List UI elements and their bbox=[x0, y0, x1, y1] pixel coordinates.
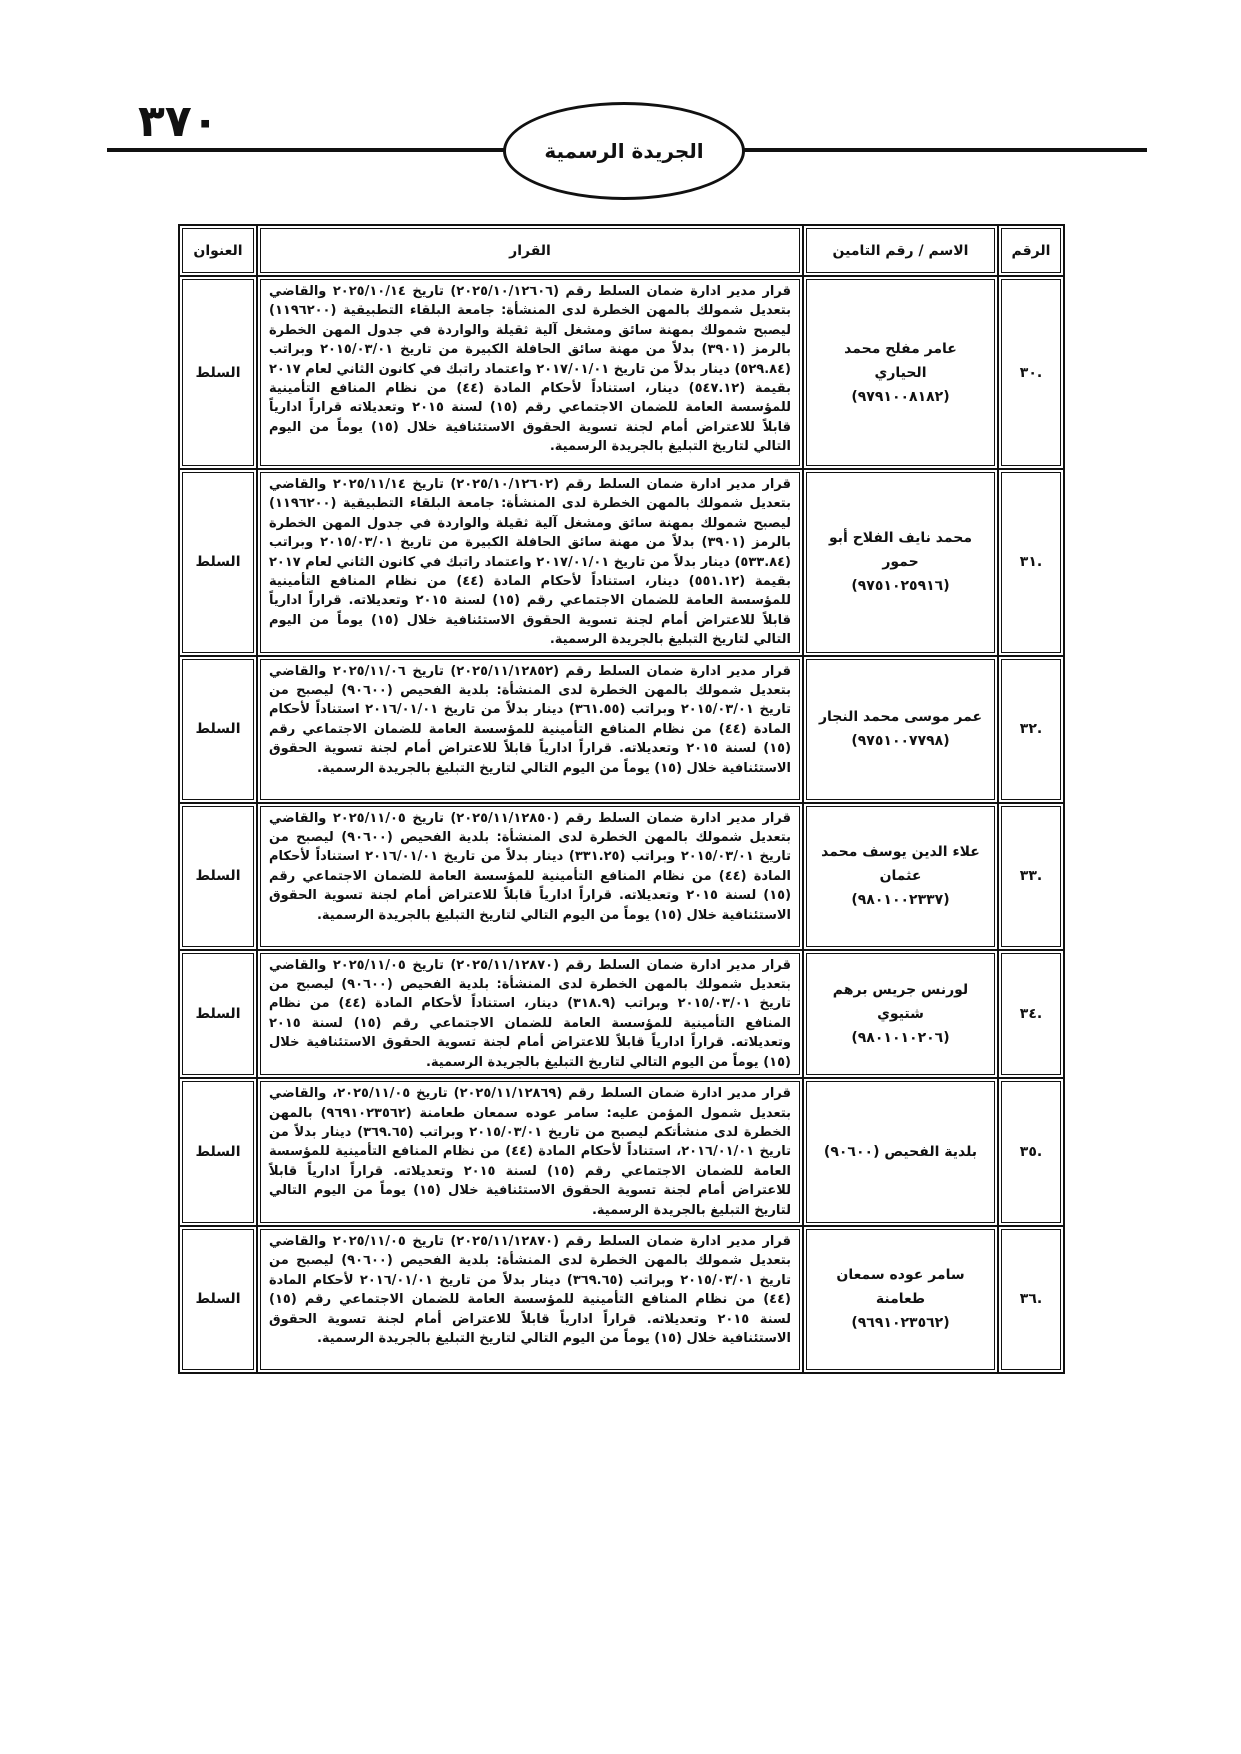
row-decision: قرار مدير ادارة ضمان السلط رقم (٢٠٢٥/١٠/١٢٦٠٦) تاريخ ٢٠٢٥/١٠/١٤ والقاضي بتعديل شمولك بالمهن الخطرة لدى المنشأة: جامعة البلقاء التطبيقية (١١٩٦٢٠٠) ليصبح شمولك بمهنة سائق ومشغل آلية ثقيلة والواردة في جدول المهن الخطرة بالرمز (٣٩٠١) بدلاً من مهنة سائق الحافلة الكبيرة من تاريخ ٢٠١٥/٠٣/٠١ وبراتب (٥٢٩.٨٤) دينار بدلاً من تاريخ ٢٠١٧/٠١/٠١ واعتماد راتبك في كانون الثاني لعام ٢٠١٧ بقيمة (٥٤٧.١٢) دينار، استناداً لأحكام المادة (٤٤) من نظام المنافع التأمينية للمؤسسة العامة للضمان الاجتماعي رقم (١٥) لسنة ٢٠١٥ وتعديلاته قراراً ادارياً قابلاً للاعتراض أمام لجنة تسوية الحقوق الاستئنافية خلال (١٥) يوماً من اليوم التالي لتاريخ التبليغ بالجريدة الرسمية. bbox=[257, 276, 803, 469]
row-address: السلط bbox=[179, 276, 257, 469]
row-name: سامر عوده سمعان طعامنة bbox=[836, 1267, 965, 1308]
row-number: .٣٦ bbox=[998, 1226, 1064, 1373]
gazette-title: الجريدة الرسمية bbox=[544, 139, 704, 163]
row-number: .٣٢ bbox=[998, 656, 1064, 803]
row-name: محمد نايف الفلاح أبو حمور bbox=[829, 530, 972, 571]
table-row bbox=[179, 1226, 1064, 1373]
table-header-row bbox=[179, 225, 1064, 276]
table-row bbox=[179, 469, 1064, 656]
row-address: السلط bbox=[179, 656, 257, 803]
row-number: .٣٣ bbox=[998, 803, 1064, 950]
row-address: السلط bbox=[179, 469, 257, 656]
row-name-cell bbox=[803, 276, 998, 469]
decisions-table bbox=[178, 224, 1065, 1374]
row-address: السلط bbox=[179, 950, 257, 1078]
table-row bbox=[179, 656, 1064, 803]
row-insurance-number: (٩٨٠١٠٠٢٣٣٧) bbox=[851, 892, 950, 909]
row-insurance-number: (٩٧٩١٠٠٨١٨٢) bbox=[851, 388, 950, 405]
header-name: الاسم / رقم التامين bbox=[803, 225, 998, 276]
row-name: علاء الدين يوسف محمد عثمان bbox=[821, 844, 980, 885]
row-name: عامر مفلح محمد الحياري bbox=[844, 340, 957, 381]
row-name-cell bbox=[803, 656, 998, 803]
row-name: بلدية الفحيص (٩٠٦٠٠) bbox=[823, 1144, 978, 1161]
row-address: السلط bbox=[179, 1226, 257, 1373]
row-insurance-number: (٩٧٥١٠٢٥٩١٦) bbox=[851, 578, 950, 595]
row-decision: قرار مدير ادارة ضمان السلط رقم (٢٠٢٥/١١/١٢٨٧٠) تاريخ ٢٠٢٥/١١/٠٥ والقاضي بتعديل شمولك بالمهن الخطرة لدى المنشأة: بلدية الفحيص (٩٠٦٠٠) ليصبح من تاريخ ٢٠١٥/٠٣/٠١ وبراتب (٣٦٩.٦٥) دينار بدلاً من تاريخ ٢٠١٦/٠١/٠١ لأحكام المادة (٤٤) من نظام المنافع التأمينية للمؤسسة العامة للضمان الاجتماعي رقم (١٥) لسنة ٢٠١٥ وتعديلاته. قراراً ادارياً قابلاً للاعتراض أمام لجنة تسوية الحقوق الاستئنافية خلال (١٥) يوماً من اليوم التالي لتاريخ التبليغ بالجريدة الرسمية. bbox=[257, 1226, 803, 1373]
table-row bbox=[179, 950, 1064, 1078]
header-number: الرقم bbox=[998, 225, 1064, 276]
row-address: السلط bbox=[179, 803, 257, 950]
row-decision: قرار مدير ادارة ضمان السلط رقم (٢٠٢٥/١٠/١٢٦٠٢) تاريخ ٢٠٢٥/١١/١٤ والقاضي بتعديل شمولك بالمهن الخطرة لدى المنشأة: جامعة البلقاء التطبيقية (١١٩٦٢٠٠) ليصبح شمولك بمهنة سائق ومشغل آلية ثقيلة والواردة في جدول المهن الخطرة بالرمز (٣٩٠١) بدلاً من مهنة سائق الحافلة الكبيرة من تاريخ ٢٠١٥/٠٣/٠١ وبراتب (٥٣٣.٨٤) دينار بدلاً من تاريخ ٢٠١٧/٠١/٠١ واعتماد راتبك في كانون الثاني لعام ٢٠١٧ بقيمة (٥٥١.١٢) دينار، استناداً لأحكام المادة (٤٤) من نظام المنافع التأمينية للمؤسسة العامة للضمان الاجتماعي رقم (١٥) لسنة ٢٠١٥ وتعديلاته. قراراً ادارياً قابلاً للاعتراض أمام لجنة تسوية الحقوق الاستئنافية خلال (١٥) يوماً من اليوم التالي لتاريخ التبليغ بالجريدة الرسمية. bbox=[257, 469, 803, 656]
row-name: عمر موسى محمد النجار bbox=[818, 709, 983, 726]
row-number: .٣٤ bbox=[998, 950, 1064, 1078]
row-decision: قرار مدير ادارة ضمان السلط رقم (٢٠٢٥/١١/١٢٨٥٠) تاريخ ٢٠٢٥/١١/٠٥ والقاضي بتعديل شمولك بالمهن الخطرة لدى المنشأة: بلدية الفحيص (٩٠٦٠٠) ليصبح من تاريخ ٢٠١٥/٠٣/٠١ وبراتب (٣٣١.٢٥) دينار بدلاً من تاريخ ٢٠١٦/٠١/٠١ استناداً لأحكام المادة (٤٤) من نظام المنافع التأمينية للمؤسسة العامة للضمان الاجتماعي رقم (١٥) لسنة ٢٠١٥ وتعديلاته. قراراً ادارياً قابلاً للاعتراض أمام لجنة تسوية الحقوق الاستئنافية خلال (١٥) يوماً من اليوم التالي لتاريخ التبليغ بالجريدة الرسمية. bbox=[257, 803, 803, 950]
row-insurance-number: (٩٧٥١٠٠٧٧٩٨) bbox=[851, 733, 950, 750]
row-name-cell bbox=[803, 1226, 998, 1373]
row-number: .٣١ bbox=[998, 469, 1064, 656]
gazette-title-oval bbox=[503, 102, 745, 200]
row-name-cell bbox=[803, 803, 998, 950]
row-number: .٣٠ bbox=[998, 276, 1064, 469]
table-row bbox=[179, 803, 1064, 950]
row-decision: قرار مدير ادارة ضمان السلط رقم (٢٠٢٥/١١/١٢٨٦٩) تاريخ ٢٠٢٥/١١/٠٥، والقاضي بتعديل شمول المؤمن عليه: سامر عوده سمعان طعامنة (٩٦٩١٠٢٣٥٦٢) بالمهن الخطرة لدى منشأتكم ليصبح من تاريخ ٢٠١٥/٠٣/٠١ وبراتب (٣٦٩.٦٥) دينار بدلاً من تاريخ ٢٠١٦/٠١/٠١، استناداً لأحكام المادة (٤٤) من نظام المنافع التأمينية للمؤسسة العامة للضمان الاجتماعي رقم (١٥) لسنة ٢٠١٥ وتعديلاته. قراراً ادارياً قابلاً للاعتراض أمام لجنة تسوية الحقوق الاستئنافية خلال (١٥) يوماً من اليوم التالي لتاريخ التبليغ بالجريدة الرسمية. bbox=[257, 1078, 803, 1226]
row-address: السلط bbox=[179, 1078, 257, 1226]
row-insurance-number: (٩٨٠١٠١٠٢٠٦) bbox=[851, 1029, 950, 1046]
page-number: ٣٧٠ bbox=[138, 96, 219, 147]
row-decision: قرار مدير ادارة ضمان السلط رقم (٢٠٢٥/١١/١٢٨٧٠) تاريخ ٢٠٢٥/١١/٠٥ والقاضي بتعديل شمولك بالمهن الخطرة لدى المنشأة: بلدية الفحيص (٩٠٦٠٠) ليصبح من تاريخ ٢٠١٥/٠٣/٠١ وبراتب (٣١٨.٩) دينار، استناداً لأحكام المادة (٤٤) من نظام المنافع التأمينية للمؤسسة العامة للضمان الاجتماعي رقم (١٥) لسنة ٢٠١٥ وتعديلاته. قراراً ادارياً قابلاً للاعتراض أمام لجنة تسوية الحقوق الاستئنافية خلال (١٥) يوماً من اليوم التالي لتاريخ التبليغ بالجريدة الرسمية. bbox=[257, 950, 803, 1078]
header-decision: القرار bbox=[257, 225, 803, 276]
row-number: .٣٥ bbox=[998, 1078, 1064, 1226]
header-address: العنوان bbox=[179, 225, 257, 276]
table-row bbox=[179, 1078, 1064, 1226]
row-name: لورنس جريس برهم شتيوي bbox=[832, 981, 969, 1022]
row-name-cell bbox=[803, 1078, 998, 1226]
row-decision: قرار مدير ادارة ضمان السلط رقم (٢٠٢٥/١١/١٢٨٥٢) تاريخ ٢٠٢٥/١١/٠٦ والقاضي بتعديل شمولك بالمهن الخطرة لدى المنشأة: بلدية الفحيص (٩٠٦٠٠) ليصبح من تاريخ ٢٠١٥/٠٣/٠١ وبراتب (٣٦١.٥٥) دينار بدلاً من تاريخ ٢٠١٦/٠١/٠١ استناداً لأحكام المادة (٤٤) من نظام المنافع التأمينية للمؤسسة العامة للضمان الاجتماعي رقم (١٥) لسنة ٢٠١٥ وتعديلاته. قراراً ادارياً قابلاً للاعتراض أمام لجنة تسوية الحقوق الاستئنافية خلال (١٥) يوماً من اليوم التالي لتاريخ التبليغ بالجريدة الرسمية. bbox=[257, 656, 803, 803]
row-name-cell bbox=[803, 469, 998, 656]
row-insurance-number: (٩٦٩١٠٢٣٥٦٢) bbox=[851, 1315, 950, 1332]
row-name-cell bbox=[803, 950, 998, 1078]
table-row bbox=[179, 276, 1064, 469]
